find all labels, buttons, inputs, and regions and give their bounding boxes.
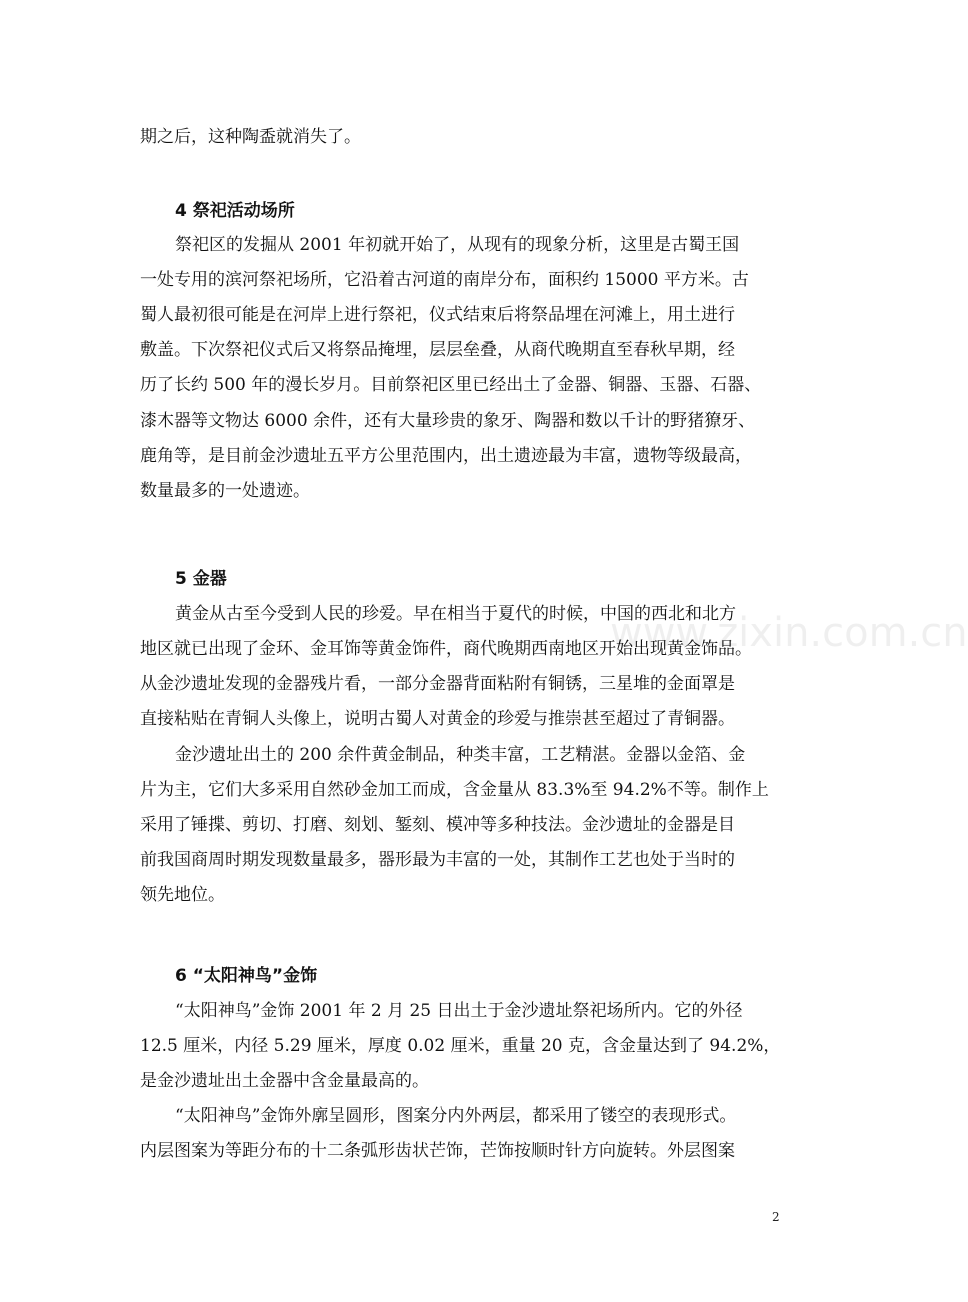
paragraph-line: 地区就已出现了金环、金耳饰等黄金饰件，商代晚期西南地区开始出现黄金饰品。 <box>140 639 752 659</box>
paragraph-line: 历了长约 500 年的漫长岁月。目前祭祀区里已经出土了金器、铜器、玉器、石器、 <box>140 375 762 395</box>
paragraph-line: 黄金从古至今受到人民的珍爱。早在相当于夏代的时候，中国的西北和北方 <box>175 604 736 624</box>
paragraph-line: 直接粘贴在青铜人头像上，说明古蜀人对黄金的珍爱与推崇甚至超过了青铜器。 <box>140 709 735 729</box>
paragraph-line: 采用了锤揲、剪切、打磨、刻划、錾刻、模冲等多种技法。金沙遗址的金器是目 <box>140 815 735 835</box>
paragraph-line: “太阳神鸟”金饰外廓呈圆形，图案分内外两层，都采用了镂空的表现形式。 <box>175 1106 737 1126</box>
paragraph-line: 前我国商周时期发现数量最多，器形最为丰富的一处，其制作工艺也处于当时的 <box>140 850 735 870</box>
paragraph-line: 是金沙遗址出土金器中含金量最高的。 <box>140 1071 429 1091</box>
watermark: www.zixin.com.cn <box>610 610 968 656</box>
paragraph-line: 片为主，它们大多采用自然砂金加工而成，含金量从 83.3%至 94.2%不等。制作上 <box>140 780 769 800</box>
section-heading: 4 祭祀活动场所 <box>175 201 295 221</box>
paragraph-line: 祭祀区的发掘从 2001 年初就开始了，从现有的现象分析，这里是古蜀王国 <box>175 235 740 255</box>
paragraph-line: 漆木器等文物达 6000 余件，还有大量珍贵的象牙、陶器和数以千计的野猪獠牙、 <box>140 411 756 431</box>
page-number: 2 <box>772 1210 780 1224</box>
paragraph-line: 领先地位。 <box>140 885 225 905</box>
paragraph-line: 期之后，这种陶盉就消失了。 <box>140 127 361 147</box>
paragraph-line: “太阳神鸟”金饰 2001 年 2 月 25 日出土于金沙遗址祭祀场所内。它的外径 <box>175 1001 743 1021</box>
paragraph-line: 金沙遗址出土的 200 余件黄金制品，种类丰富，工艺精湛。金器以金箔、金 <box>175 745 746 765</box>
paragraph-line: 一处专用的滨河祭祀场所，它沿着古河道的南岸分布，面积约 15000 平方米。古 <box>140 270 749 290</box>
paragraph-line: 从金沙遗址发现的金器残片看，一部分金器背面粘附有铜锈，三星堆的金面罩是 <box>140 674 735 694</box>
paragraph-line: 数量最多的一处遗迹。 <box>140 481 310 501</box>
paragraph-line: 蜀人最初很可能是在河岸上进行祭祀，仪式结束后将祭品埋在河滩上，用土进行 <box>140 305 735 325</box>
paragraph-line: 敷盖。下次祭祀仪式后又将祭品掩埋，层层垒叠，从商代晚期直至春秋早期，经 <box>140 340 735 360</box>
paragraph-line: 12.5 厘米，内径 5.29 厘米，厚度 0.02 厘米，重量 20 克，含金量达到了 94.2%， <box>140 1036 781 1056</box>
section-heading: 6 “太阳神鸟”金饰 <box>175 966 318 986</box>
paragraph-line: 鹿角等，是目前金沙遗址五平方公里范围内，出土遗迹最为丰富，遗物等级最高， <box>140 446 752 466</box>
paragraph-line: 内层图案为等距分布的十二条弧形齿状芒饰，芒饰按顺时针方向旋转。外层图案 <box>140 1141 735 1161</box>
section-heading: 5 金器 <box>175 569 227 589</box>
